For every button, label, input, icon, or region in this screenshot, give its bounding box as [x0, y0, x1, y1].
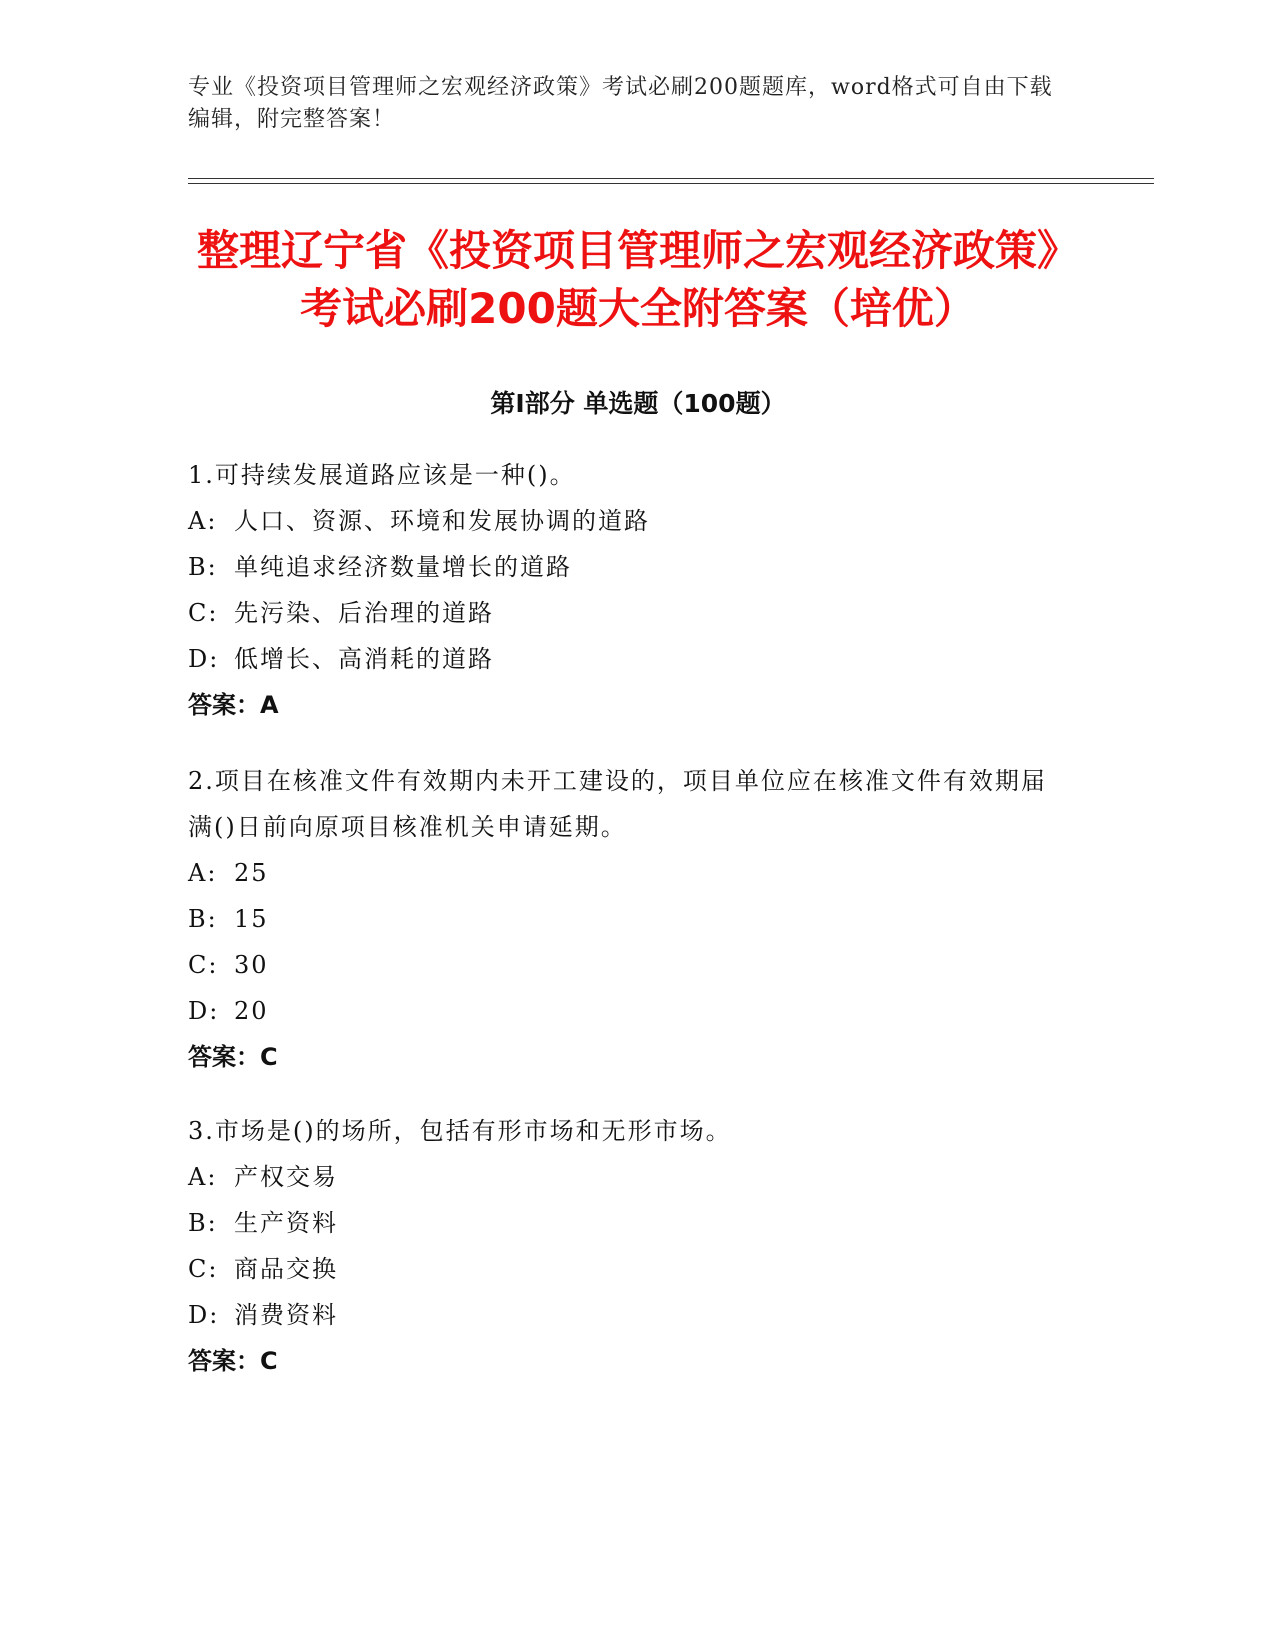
question-stem: 1.可持续发展道路应该是一种()。 [188, 461, 576, 489]
option-text: 25 [234, 859, 269, 887]
option-b [188, 896, 1068, 942]
option-d [188, 988, 1068, 1034]
question-1 [188, 452, 1068, 728]
option-b [188, 1200, 1068, 1246]
option-text: 人口、资源、环境和发展协调的道路 [234, 507, 650, 535]
option-c [188, 1246, 1068, 1292]
question-3 [188, 1108, 1068, 1384]
option-b [188, 544, 1068, 590]
option-a [188, 1154, 1068, 1200]
header-divider-top [188, 178, 1154, 179]
option-letter: D: [188, 645, 220, 673]
option-text: 单纯追求经济数量增长的道路 [234, 553, 572, 581]
option-letter: C: [188, 1255, 219, 1283]
section-title: 第Ⅰ部分 单选题（100题） [490, 389, 786, 418]
option-text: 生产资料 [234, 1209, 338, 1237]
option-text: 20 [234, 997, 269, 1025]
option-letter: A: [188, 1163, 218, 1191]
answer-line: 答案：A [188, 691, 279, 719]
question-2 [188, 758, 1068, 1080]
answer-line: 答案：C [188, 1347, 278, 1375]
option-letter: D: [188, 997, 220, 1025]
option-letter: C: [188, 951, 219, 979]
option-letter: D: [188, 1301, 220, 1329]
option-text: 15 [234, 905, 269, 933]
option-letter: B: [188, 1209, 218, 1237]
option-a [188, 498, 1068, 544]
option-letter: A: [188, 507, 218, 535]
option-letter: C: [188, 599, 219, 627]
option-text: 产权交易 [234, 1163, 338, 1191]
question-stem: 2.项目在核准文件有效期内未开工建设的，项目单位应在核准文件有效期届满()日前向原项目核准机关申请延期。 [188, 767, 1047, 841]
option-c [188, 942, 1068, 988]
answer-line: 答案：C [188, 1043, 278, 1071]
question-stem: 3.市场是()的场所，包括有形市场和无形市场。 [188, 1117, 732, 1145]
option-text: 先污染、后治理的道路 [234, 599, 494, 627]
document-title: 整理辽宁省《投资项目管理师之宏观经济政策》考试必刷200题大全附答案（培优） [196, 226, 1079, 333]
header-note: 专业《投资项目管理师之宏观经济政策》考试必刷200题题库，word格式可自由下载编辑，附完整答案！ [188, 75, 1053, 132]
header-divider-bottom [188, 183, 1154, 184]
option-c [188, 590, 1068, 636]
option-letter: B: [188, 905, 218, 933]
option-text: 消费资料 [234, 1301, 338, 1329]
option-text: 商品交换 [234, 1255, 338, 1283]
option-a [188, 850, 1068, 896]
option-d [188, 1292, 1068, 1338]
option-letter: B: [188, 553, 218, 581]
option-d [188, 636, 1068, 682]
option-text: 30 [234, 951, 269, 979]
option-text: 低增长、高消耗的道路 [234, 645, 494, 673]
option-letter: A: [188, 859, 218, 887]
